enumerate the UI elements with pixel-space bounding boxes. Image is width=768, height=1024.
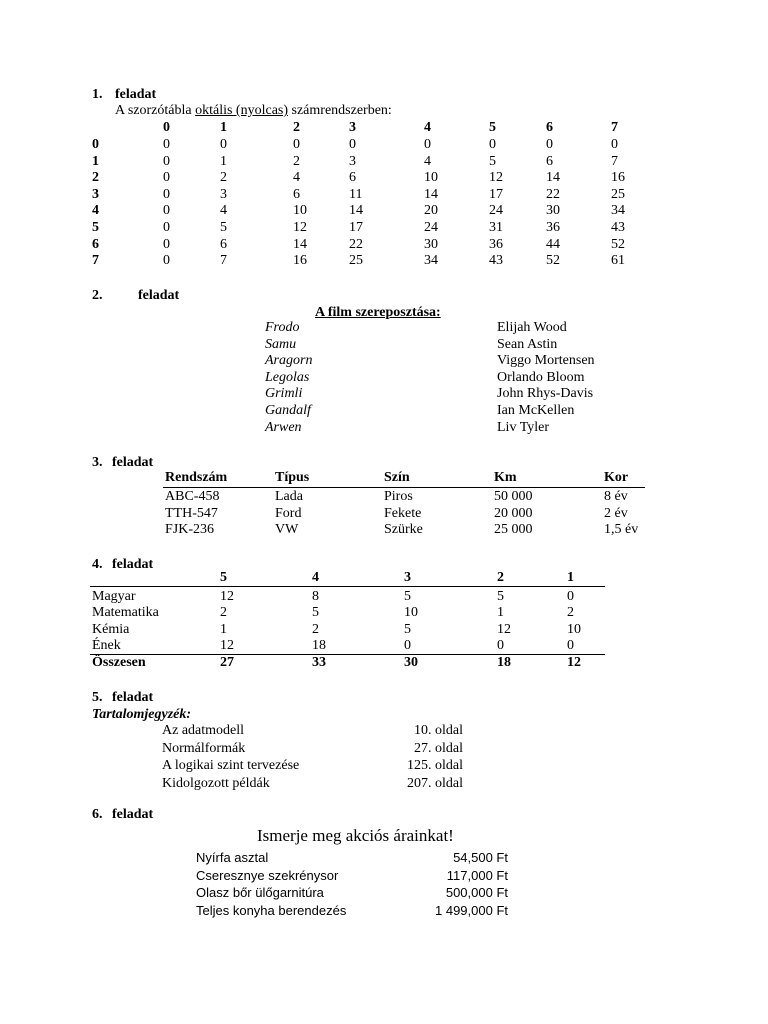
product-name: Nyírfa asztal (196, 850, 269, 865)
task3-number: 3. (92, 455, 103, 470)
table-cell: 44 (546, 236, 560, 252)
total-cell: 12 (567, 655, 581, 670)
table-cell: 0 (163, 153, 170, 169)
subject-name: Ének (92, 637, 121, 653)
table-cell: 1 (220, 621, 227, 637)
table-cell: Lada (275, 489, 303, 504)
actor-name: Ian McKellen (497, 403, 575, 418)
column-header: 1 (220, 120, 227, 135)
subject-name: Magyar (92, 589, 136, 604)
task6-number: 6. (92, 807, 103, 822)
table-cell: 2 (220, 605, 227, 621)
character-name: Samu (265, 336, 297, 352)
actor-name: Orlando Bloom (497, 369, 585, 385)
table-cell: 10 (404, 605, 418, 621)
table-cell: 10 (567, 621, 581, 637)
table-cell: ABC-458 (165, 489, 220, 504)
table-cell: 14 (546, 170, 560, 186)
table-cell: 6 (349, 170, 356, 186)
task5-number: 5. (92, 690, 103, 705)
table-cell: 1,5 év (604, 522, 639, 537)
table-cell: 52 (546, 253, 560, 269)
table-cell: 2 év (604, 505, 628, 521)
table-cell: Szürke (384, 522, 423, 537)
table-cell: 22 (546, 186, 560, 202)
table-cell: 8 év (604, 489, 628, 504)
table-cell: 14 (424, 186, 438, 202)
task1-description (115, 103, 392, 119)
actor-name: Sean Astin (497, 336, 558, 352)
total-cell: 27 (220, 655, 234, 670)
table-cell: 0 (163, 253, 170, 269)
table-cell: 0 (163, 203, 170, 219)
task6-title: feladat (112, 807, 154, 822)
table-cell: 1 (220, 153, 227, 169)
table-cell: 22 (349, 236, 363, 252)
task2-title: feladat (138, 288, 180, 303)
table-cell: 16 (293, 253, 307, 269)
table-cell: 2 (293, 153, 300, 169)
grades-header-rule (90, 586, 605, 587)
table-cell: 34 (611, 203, 625, 219)
toc-page: 10. oldal (414, 723, 463, 738)
task1-desc-pre: A szorzótábla (115, 103, 196, 118)
table-cell: 6 (546, 153, 553, 169)
table-cell: 6 (293, 186, 300, 202)
toc-heading: Tartalomjegyzék: (92, 707, 192, 722)
table-cell: 0 (163, 186, 170, 202)
table-cell: 0 (567, 589, 574, 604)
row-header: 1 (92, 153, 99, 169)
column-header: 2 (293, 120, 300, 135)
table-cell: Piros (384, 489, 413, 504)
table-cell: 7 (611, 153, 618, 169)
actor-name: Viggo Mortensen (497, 353, 595, 369)
table-cell: 1 (497, 605, 504, 621)
character-name: Legolas (265, 369, 310, 385)
table-cell: 14 (293, 236, 307, 252)
task2-number: 2. (92, 288, 103, 303)
column-header: Km (494, 470, 517, 485)
task1-number: 1. (92, 87, 103, 102)
price-list-heading: Ismerje meg akciós árainkat! (257, 826, 454, 845)
column-header: 1 (567, 570, 574, 585)
table-cell: 18 (312, 637, 326, 653)
table-cell: 0 (546, 137, 553, 152)
table-cell: 5 (497, 589, 504, 604)
product-name: Cseresznye szekrénysor (196, 867, 339, 883)
column-header: 4 (424, 120, 431, 135)
table-cell: 2 (312, 621, 319, 637)
table-cell: 25 (349, 253, 363, 269)
table-cell: 25 (611, 186, 625, 202)
table-cell: 16 (611, 170, 625, 186)
table-cell: 6 (220, 236, 227, 252)
toc-entry: Normálformák (162, 740, 246, 756)
table-cell: 0 (567, 637, 574, 653)
table-cell: 4 (424, 153, 431, 169)
table-cell: 34 (424, 253, 438, 269)
row-header: 5 (92, 220, 99, 235)
character-name: Grimli (265, 386, 303, 402)
row-header: 2 (92, 170, 99, 186)
total-cell: 18 (497, 655, 511, 670)
actor-name: Elijah Wood (497, 320, 567, 335)
table-cell: 0 (349, 137, 356, 152)
product-price: 500,000 Ft (445, 885, 508, 900)
table-cell: 2 (567, 605, 574, 621)
table-cell: 5 (220, 220, 227, 235)
row-header: 4 (92, 203, 99, 219)
car-table-header-rule (163, 487, 645, 488)
table-cell: FJK-236 (165, 522, 215, 537)
column-header: 3 (349, 120, 356, 135)
table-cell: 11 (349, 186, 363, 202)
product-price: 54,500 Ft (453, 850, 508, 865)
table-cell: 52 (611, 236, 625, 252)
table-cell: 4 (293, 170, 300, 186)
total-label: Összesen (92, 655, 146, 670)
task1-desc-post: számrendszerben: (288, 103, 392, 118)
table-cell: 24 (489, 203, 503, 219)
table-cell: 0 (163, 236, 170, 252)
row-header: 7 (92, 253, 99, 269)
table-cell: 8 (312, 589, 319, 604)
column-header: 2 (497, 570, 504, 585)
table-cell: TTH-547 (165, 505, 218, 521)
column-header: 7 (611, 120, 618, 135)
column-header: 6 (546, 120, 553, 135)
cast-heading: A film szereposztása: (315, 305, 441, 320)
table-cell: 31 (489, 220, 503, 235)
table-cell: 2 (220, 170, 227, 186)
table-cell: 12 (489, 170, 503, 186)
table-cell: 10 (293, 203, 307, 219)
actor-name: Liv Tyler (497, 419, 550, 435)
subject-name: Kémia (92, 621, 130, 637)
table-cell: 17 (349, 220, 363, 235)
toc-page: 27. oldal (414, 740, 463, 756)
product-price: 1 499,000 Ft (435, 902, 508, 918)
table-cell: 12 (497, 621, 511, 637)
column-header: Típus (275, 470, 310, 485)
table-cell: 0 (163, 137, 170, 152)
table-cell: 0 (489, 137, 496, 152)
table-cell: 0 (220, 137, 227, 152)
table-cell: 12 (220, 589, 234, 604)
table-cell: 25 000 (494, 522, 533, 537)
character-name: Gandalf (265, 403, 311, 418)
subject-name: Matematika (92, 605, 159, 621)
column-header: 3 (404, 570, 411, 585)
table-cell: 17 (489, 186, 503, 202)
table-cell: VW (275, 522, 299, 537)
table-cell: 0 (497, 637, 504, 653)
table-cell: 5 (489, 153, 496, 169)
task1-title: feladat (115, 87, 157, 102)
table-cell: Ford (275, 505, 302, 521)
actor-name: John Rhys-Davis (497, 386, 594, 402)
column-header: 5 (489, 120, 496, 135)
table-cell: 30 (424, 236, 438, 252)
task1-desc-underlined: oktális (nyolcas) (195, 103, 289, 118)
table-cell: 36 (489, 236, 503, 252)
table-cell: 12 (220, 637, 234, 653)
table-cell: 36 (546, 220, 560, 235)
product-name: Teljes konyha berendezés (196, 902, 347, 918)
table-cell: 20 000 (494, 505, 533, 521)
table-cell: 0 (424, 137, 431, 152)
product-price: 117,000 Ft (446, 867, 508, 883)
row-header: 0 (92, 137, 99, 152)
table-cell: 0 (293, 137, 300, 152)
row-header: 6 (92, 236, 99, 252)
table-cell: 0 (404, 637, 411, 653)
table-cell: 3 (220, 186, 227, 202)
table-cell: 12 (293, 220, 307, 235)
table-cell: 50 000 (494, 489, 533, 504)
row-header: 3 (92, 186, 99, 202)
column-header: Szín (384, 470, 410, 485)
character-name: Frodo (265, 320, 300, 335)
table-cell: 0 (611, 137, 618, 152)
task5-title: feladat (112, 690, 154, 705)
character-name: Aragorn (265, 353, 313, 369)
toc-page: 125. oldal (407, 758, 463, 773)
table-cell: 61 (611, 253, 625, 269)
table-cell: 43 (489, 253, 503, 269)
table-cell: 43 (611, 220, 625, 235)
total-cell: 30 (404, 655, 418, 670)
total-cell: 33 (312, 655, 326, 670)
table-cell: 5 (404, 621, 411, 637)
table-cell: 10 (424, 170, 438, 186)
table-cell: 20 (424, 203, 438, 219)
table-cell: 0 (163, 170, 170, 186)
column-header: 4 (312, 570, 319, 585)
table-cell: 3 (349, 153, 356, 169)
column-header: 5 (220, 570, 227, 585)
table-cell: 30 (546, 203, 560, 219)
table-cell: 5 (404, 589, 411, 604)
task3-title: feladat (112, 455, 154, 470)
toc-page: 207. oldal (407, 775, 463, 791)
column-header: 0 (163, 120, 170, 135)
table-cell: Fekete (384, 505, 422, 521)
product-name: Olasz bőr ülőgarnitúra (196, 885, 324, 900)
table-cell: 7 (220, 253, 227, 269)
task4-number: 4. (92, 557, 103, 572)
task4-title: feladat (112, 557, 154, 572)
table-cell: 4 (220, 203, 227, 219)
table-cell: 5 (312, 605, 319, 621)
column-header: Rendszám (165, 470, 228, 485)
table-cell: 24 (424, 220, 438, 235)
column-header: Kor (604, 470, 629, 485)
table-cell: 0 (163, 220, 170, 235)
character-name: Arwen (265, 419, 302, 435)
grades-total-rule (90, 654, 605, 655)
toc-entry: Az adatmodell (162, 723, 245, 738)
table-cell: 14 (349, 203, 363, 219)
toc-entry: A logikai szint tervezése (162, 758, 300, 773)
toc-entry: Kidolgozott példák (162, 775, 270, 791)
